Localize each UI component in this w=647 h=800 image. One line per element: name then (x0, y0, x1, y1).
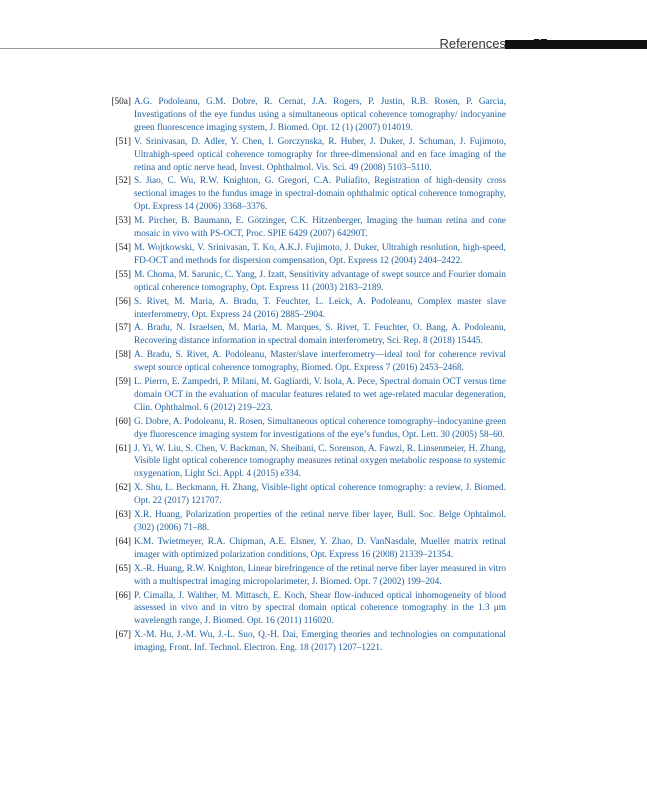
reference-entry (100, 349, 506, 375)
reference-text[interactable]: G. Dobre, A. Podoleanu, R. Rosen, Simultaneous optical coherence tomography–indocyanine green dye fluorescence imaging system for investigations of the eye’s fundus, Opt. Lett. 30 (2005) 58–60. (134, 416, 506, 440)
reference-text[interactable]: X.-R. Huang, R.W. Knighton, Linear birefringence of the retinal nerve fiber layer measured in vitro with a multispectral imaging micropolarimeter, J. Biomed. Opt. 7 (2002) 199–204. (134, 563, 506, 587)
reference-entry (100, 296, 506, 322)
reference-number: [52] (115, 176, 131, 187)
reference-text[interactable]: V. Srinivasan, D. Adler, Y. Chen, I. Gorczynska, R. Huber, J. Duker, J. Schuman, J. Fujimoto, Ultrahigh-speed optical coherence tomography for three-dimensional and en face imaging of the retina and optic nerve head, Invest. Ophthalmol. Vis. Sci. 49 (2008) 5103–5110. (134, 136, 506, 173)
reference-text[interactable]: S. Jiao, C. Wu, R.W. Knighton, G. Gregori, C.A. Puliafito, Registration of high-density cross sectional images to the fundus image in spectral-domain ophthalmic optical coherence tomography, Opt. Express 14 (2006) 3368–3376. (134, 176, 506, 213)
reference-number: [51] (115, 136, 131, 147)
reference-entry (100, 482, 506, 508)
reference-entry (100, 322, 506, 348)
header-rule (0, 20, 647, 29)
reference-text[interactable]: P. Cimalla, J. Walther, M. Mittasch, E. Koch, Shear flow-induced optical inhomogeneity of blood assessed in vivo and in vitro by spectral domain optical coherence tomography in the 1.3 μm wavelength range, J. Biomed. Opt. 16 (2011) 116020. (134, 590, 506, 627)
reference-number: [64] (115, 536, 131, 547)
reference-entry (100, 175, 506, 214)
reference-entry (100, 536, 506, 562)
reference-entry (100, 590, 506, 629)
reference-text[interactable]: M. Wojtkowski, V. Srinivasan, T. Ko, A.K.J. Fujimoto, J. Duker, Ultrahigh resolution, high-speed, FD-OCT and methods for dispersion compensation, Opt. Express 12 (2004) 2404–2422. (134, 242, 506, 266)
reference-text[interactable]: A.G. Podoleanu, G.M. Dobre, R. Cernat, J.A. Rogers, P. Justin, R.B. Rosen, P. Garcia, Investigations of the eye fundus using a simultaneous optical coherence tomography/ indocyanine green fluorescence imaging system, J. Biomed. Opt. 12 (1) (2007) 014019. (134, 97, 506, 133)
page-number: 57 (533, 36, 548, 51)
reference-text[interactable]: M. Choma, M. Sarunic, C. Yang, J. Izatt, Sensitivity advantage of swept source and Fourier domain optical coherence tomography, Opt. Express 11 (2003) 2183–2189. (134, 269, 506, 293)
reference-entry (100, 269, 506, 295)
reference-entry (100, 215, 506, 241)
reference-text[interactable]: X.-M. Hu, J.-M. Wu, J.-L. Suo, Q.-H. Dai, Emerging theories and technologies on computational imaging, Front. Inf. Technol. Electron. Eng. 18 (2017) 1207–1221. (134, 630, 506, 654)
running-header (0, 36, 647, 52)
reference-text[interactable]: A. Bradu, S. Rivet, A. Podoleanu, Master/slave interferometry—ideal tool for coherence revival swept source optical coherence tomography, Biomed. Opt. Express 7 (2016) 2453–2468. (134, 350, 506, 374)
reference-number: [59] (115, 377, 131, 388)
reference-number: [57] (115, 323, 131, 334)
reference-entry (100, 563, 506, 589)
reference-entry (100, 416, 506, 442)
reference-list (100, 96, 506, 656)
reference-text[interactable]: L. Pierro, E. Zampedri, P. Milani, M. Gagliardi, V. Isola, A. Pece, Spectral domain OCT versus time domain OCT in the evaluation of macular features related to wet age-related macular degeneration, Clin. Ophthalmol. 6 (2012) 219–223. (134, 377, 506, 413)
reference-entry (100, 629, 506, 655)
running-title: References (439, 36, 506, 51)
reference-text[interactable]: S. Rivet, M. Maria, A. Bradu, T. Feuchter, L. Leick, A. Podoleanu, Complex master slave interferometry, Opt. Express 24 (2016) 2885–2904. (134, 296, 506, 320)
reference-number: [60] (115, 416, 131, 427)
reference-entry (100, 376, 506, 415)
reference-text[interactable]: K.M. Twietmeyer, R.A. Chipman, A.E. Elsner, Y. Zhao, D. VanNasdale, Mueller matrix retinal imager with optimized polarization conditions, Opt. Express 16 (2008) 21339–21354. (134, 536, 506, 560)
reference-entry (100, 443, 506, 482)
reference-text[interactable]: X.R. Huang, Polarization properties of the retinal nerve fiber layer, Bull. Soc. Belge Ophtalmol. (302) (2006) 71–88. (134, 510, 506, 533)
reference-number: [55] (115, 269, 131, 280)
reference-number: [50a] (111, 97, 131, 107)
reference-text[interactable]: J. Yi, W. Liu, S. Chen, V. Backman, N. Sheibani, C. Sorenson, A. Fawzi, R. Linsenmeier, H. Zhang, Visible light optical coherence tomography measures retinal oxygen metabolic response to systemic oxygenation, Light Sci. Appl. 4 (2015) e334. (134, 443, 506, 480)
reference-entry (100, 242, 506, 268)
reference-number: [67] (115, 630, 131, 641)
reference-number: [66] (115, 590, 131, 601)
reference-number: [53] (115, 216, 131, 227)
reference-number: [62] (115, 483, 131, 494)
reference-number: [61] (115, 443, 131, 454)
reference-entry (100, 96, 506, 135)
reference-entry (100, 136, 506, 175)
reference-number: [58] (115, 350, 131, 361)
reference-text[interactable]: X. Shu, L. Beckmann, H. Zhang, Visible-light optical coherence tomography: a review, J. Biomed. Opt. 22 (2017) 121707. (134, 483, 506, 507)
reference-entry (100, 509, 506, 535)
reference-text[interactable]: M. Pircher, B. Baumann, E. Götzinger, C.K. Hitzenberger, Imaging the human retina and cone mosaic in vivo with PS-OCT, Proc. SPIE 6429 (2007) 64290T. (134, 216, 506, 240)
reference-number: [54] (115, 242, 131, 253)
reference-number: [65] (115, 563, 131, 574)
reference-number: [63] (115, 510, 131, 521)
reference-text[interactable]: A. Bradu, N. Israelsen, M. Maria, M. Marques, S. Rivet, T. Feuchter, O. Bang, A. Podoleanu, Recovering distance information in spectral domain interferometry, Sci. Rep. 8 (2018) 15445. (134, 323, 506, 347)
reference-number: [56] (115, 296, 131, 307)
